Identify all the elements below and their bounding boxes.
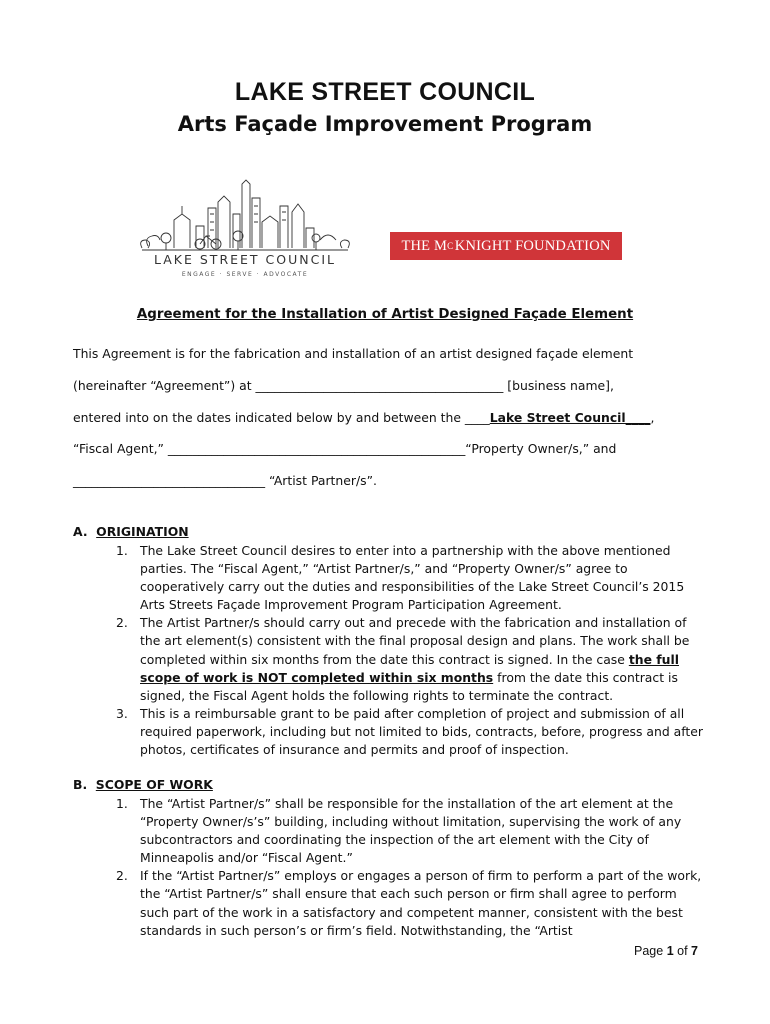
intro-line-4: “Fiscal Agent,” ________________________________________________“Property Owner/s,” and [73, 441, 617, 456]
lsc-logo-tagline: ENGAGE · SERVE · ADVOCATE [181, 271, 309, 278]
page-total: 7 [691, 944, 698, 958]
page-number: Page 1 of 7 [634, 944, 698, 958]
section-b-title: SCOPE OF WORK [95, 777, 213, 792]
intro-line-2: (hereinafter “Agreement”) at ________________________________________ [business name], [73, 378, 614, 393]
page-current: 1 [666, 944, 674, 958]
mcknight-prefix: THE M [401, 237, 448, 254]
program-title: Arts Façade Improvement Program [177, 112, 593, 136]
list-item: 2. The Artist Partner/s should carry out and precede with the fabrication and installation of the art element(s) consistent with the final proposal design and plans. The work shall be completed within six months from the date this contract is signed. In the case the full scope of work is NOT completed within six months from the date this contract is signed, the Fiscal Agent holds the following rights to terminate the contract. [116, 615, 690, 703]
intro-line-1: This Agreement is for the fabrication and installation of an artist designed façade element [73, 346, 634, 361]
mcknight-foundation-logo [390, 232, 622, 260]
list-item: 1. The Lake Street Council desires to enter into a partnership with the above mentioned parties. The “Fiscal Agent,” “Artist Partner/s,” and “Property Owner/s” agree to cooperatively carry out the duties and responsibilities of the Lake Street Council’s 2015 Arts Streets Façade Improvement Program Participation Agreement. [116, 543, 685, 613]
section-a-letter: A. [73, 524, 88, 539]
section-a-heading [73, 524, 189, 539]
section-b-list [116, 795, 706, 940]
intro-line-3 [73, 410, 654, 425]
list-item: 1. The “Artist Partner/s” shall be responsible for the installation of the art element at the “Property Owner/s’s” building, including without limitation, supervising the work of any subcontractors and coordinating the inspection of the art element with the City of Minneapolis and/or “Fiscal Agent.” [116, 796, 682, 866]
lsc-logo-name: LAKE STREET COUNCIL [154, 252, 336, 267]
agreement-title: Agreement for the Installation of Artist Designed Façade Element [136, 307, 634, 322]
fiscal-agent-name: Lake Street Council____ [489, 410, 651, 425]
intro-line-3-pre: entered into on the dates indicated below by and between the ____ [73, 410, 490, 425]
intro-line-3-post: , [650, 410, 655, 425]
mcknight-sup: C [447, 241, 454, 251]
org-title: LAKE STREET COUNCIL [234, 78, 536, 106]
mcknight-suffix: KNIGHT FOUNDATION [454, 237, 611, 254]
list-item: 2. If the “Artist Partner/s” employs or engages a person of firm to perform a part of the work, the “Artist Partner/s” shall ensure that each such person or firm shall agree to perform such part of the work in a satisfactory and competent manner, consistent with the best standards in such person’s or firm’s field. Notwithstanding, the “Artist [116, 868, 702, 938]
lake-street-council-logo [138, 178, 352, 280]
section-b-heading [73, 777, 213, 792]
intro-line-5: _______________________________ “Artist Partner/s”. [73, 473, 377, 488]
six-month-deadline-emphasis: the full scope of work is NOT completed within six months [140, 651, 679, 685]
section-a-title: ORIGINATION [96, 524, 189, 539]
section-b-letter: B. [73, 777, 88, 792]
list-item: 3. This is a reimbursable grant to be paid after completion of project and submission of all required paperwork, including but not limited to bids, contracts, before, progress and after photos, certificates of insurance and permits and proof of inspection. [116, 705, 703, 758]
section-a-list [116, 542, 706, 759]
